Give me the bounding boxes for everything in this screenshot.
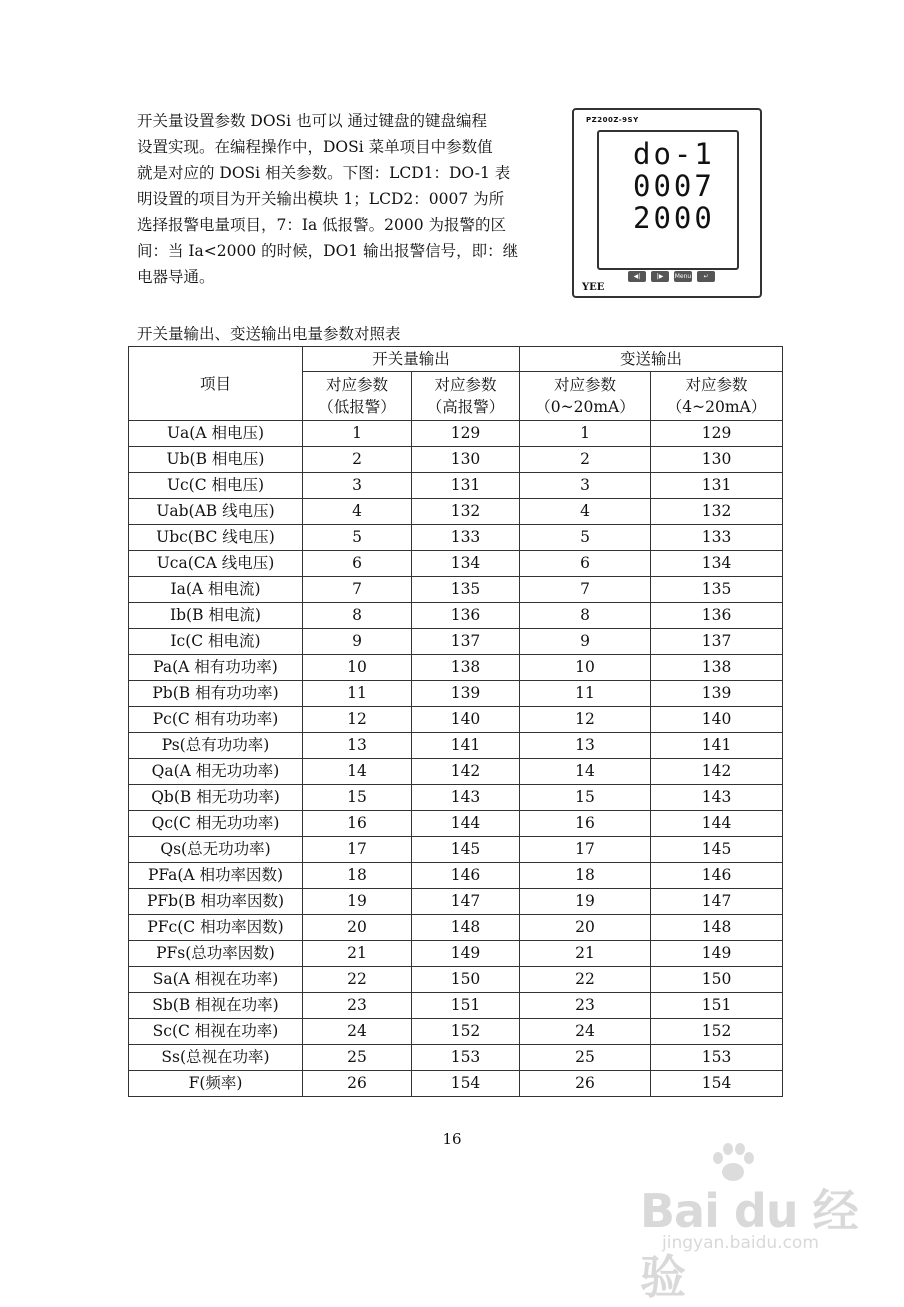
cell-0-20ma: 26	[520, 1071, 651, 1097]
cell-0-20ma: 12	[520, 707, 651, 733]
cell-item: Ib(B 相电流)	[129, 603, 303, 629]
intro-line: 选择报警电量项目，7：Ia 低报警。2000 为报警的区	[137, 216, 507, 234]
cell-0-20ma: 3	[520, 473, 651, 499]
cell-low-alarm: 14	[303, 759, 412, 785]
cell-0-20ma: 10	[520, 655, 651, 681]
cell-item: Qa(A 相无功功率)	[129, 759, 303, 785]
cell-high-alarm: 149	[412, 941, 520, 967]
cell-4-20ma: 136	[651, 603, 783, 629]
cell-4-20ma: 137	[651, 629, 783, 655]
cell-low-alarm: 24	[303, 1019, 412, 1045]
cell-0-20ma: 17	[520, 837, 651, 863]
cell-high-alarm: 137	[412, 629, 520, 655]
cell-4-20ma: 145	[651, 837, 783, 863]
cell-item: Ua(A 相电压)	[129, 421, 303, 447]
cell-4-20ma: 134	[651, 551, 783, 577]
cell-item: Uab(AB 线电压)	[129, 499, 303, 525]
cell-low-alarm: 20	[303, 915, 412, 941]
table-row	[129, 603, 783, 629]
cell-high-alarm: 147	[412, 889, 520, 915]
cell-low-alarm: 21	[303, 941, 412, 967]
cell-low-alarm: 22	[303, 967, 412, 993]
cell-high-alarm: 129	[412, 421, 520, 447]
table-row	[129, 941, 783, 967]
enter-key-icon: ↵	[697, 271, 715, 282]
cell-0-20ma: 21	[520, 941, 651, 967]
cell-item: PFb(B 相功率因数)	[129, 889, 303, 915]
cell-0-20ma: 16	[520, 811, 651, 837]
menu-key: Menu	[674, 273, 692, 280]
cell-high-alarm: 153	[412, 1045, 520, 1071]
table-row	[129, 915, 783, 941]
table-row	[129, 733, 783, 759]
cell-low-alarm: 17	[303, 837, 412, 863]
cell-high-alarm: 134	[412, 551, 520, 577]
cell-4-20ma: 140	[651, 707, 783, 733]
cell-4-20ma: 152	[651, 1019, 783, 1045]
cell-item: Ubc(BC 线电压)	[129, 525, 303, 551]
cell-high-alarm: 144	[412, 811, 520, 837]
cell-item: PFc(C 相功率因数)	[129, 915, 303, 941]
cell-0-20ma: 7	[520, 577, 651, 603]
subheader-high-alarm: 对应参数 （高报警）	[412, 372, 520, 421]
table-row	[129, 1019, 783, 1045]
cell-item: Qs(总无功功率)	[129, 837, 303, 863]
cell-0-20ma: 9	[520, 629, 651, 655]
cell-low-alarm: 11	[303, 681, 412, 707]
cell-low-alarm: 19	[303, 889, 412, 915]
cell-low-alarm: 9	[303, 629, 412, 655]
cell-0-20ma: 5	[520, 525, 651, 551]
cell-high-alarm: 141	[412, 733, 520, 759]
table-row	[129, 993, 783, 1019]
cell-high-alarm: 154	[412, 1071, 520, 1097]
table-row	[129, 421, 783, 447]
cell-4-20ma: 143	[651, 785, 783, 811]
lcd-line-1: do-1	[633, 137, 715, 171]
cell-item: Ub(B 相电压)	[129, 447, 303, 473]
cell-low-alarm: 1	[303, 421, 412, 447]
cell-0-20ma: 13	[520, 733, 651, 759]
table-row	[129, 1045, 783, 1071]
table-row	[129, 681, 783, 707]
cell-0-20ma: 22	[520, 967, 651, 993]
right-key-icon: |▶	[651, 271, 669, 282]
subheader-low-alarm: 对应参数 （低报警）	[303, 372, 412, 421]
cell-4-20ma: 139	[651, 681, 783, 707]
cell-low-alarm: 26	[303, 1071, 412, 1097]
cell-0-20ma: 1	[520, 421, 651, 447]
subheader-0-20ma: 对应参数 （0~20mA）	[520, 372, 651, 421]
cell-0-20ma: 2	[520, 447, 651, 473]
left-key-icon: ◀|	[628, 271, 646, 282]
cell-high-alarm: 131	[412, 473, 520, 499]
cell-low-alarm: 3	[303, 473, 412, 499]
subheader-4-20ma: 对应参数 （4~20mA）	[651, 372, 783, 421]
cell-4-20ma: 138	[651, 655, 783, 681]
cell-low-alarm: 10	[303, 655, 412, 681]
cell-item: Uca(CA 线电压)	[129, 551, 303, 577]
table-row	[129, 707, 783, 733]
cell-item: F(频率)	[129, 1071, 303, 1097]
cell-low-alarm: 2	[303, 447, 412, 473]
cell-high-alarm: 143	[412, 785, 520, 811]
cell-4-20ma: 151	[651, 993, 783, 1019]
cell-4-20ma: 154	[651, 1071, 783, 1097]
cell-item: Pc(C 相有功功率)	[129, 707, 303, 733]
cell-low-alarm: 4	[303, 499, 412, 525]
table-row	[129, 967, 783, 993]
cell-0-20ma: 4	[520, 499, 651, 525]
cell-item: Sa(A 相视在功率)	[129, 967, 303, 993]
cell-high-alarm: 142	[412, 759, 520, 785]
table-row	[129, 785, 783, 811]
cell-4-20ma: 150	[651, 967, 783, 993]
cell-high-alarm: 136	[412, 603, 520, 629]
cell-low-alarm: 13	[303, 733, 412, 759]
cell-item: Ps(总有功功率)	[129, 733, 303, 759]
cell-0-20ma: 8	[520, 603, 651, 629]
meter-device-illustration	[572, 108, 762, 298]
intro-line: 明设置的项目为开关输出模块 1；LCD2：0007 为所	[137, 190, 505, 208]
cell-high-alarm: 151	[412, 993, 520, 1019]
cell-item: Pa(A 相有功功率)	[129, 655, 303, 681]
cell-4-20ma: 153	[651, 1045, 783, 1071]
table-row	[129, 447, 783, 473]
cell-high-alarm: 138	[412, 655, 520, 681]
table-body	[129, 421, 783, 1097]
intro-line: 间：当 Ia<2000 的时候，DO1 输出报警信号，即：继	[137, 242, 519, 260]
table-row	[129, 473, 783, 499]
lcd-line-2: 0007	[633, 169, 715, 203]
cell-item: PFs(总功率因数)	[129, 941, 303, 967]
parameter-table	[128, 346, 783, 1097]
cell-high-alarm: 145	[412, 837, 520, 863]
cell-high-alarm: 133	[412, 525, 520, 551]
table-row	[129, 811, 783, 837]
table-row	[129, 551, 783, 577]
cell-low-alarm: 23	[303, 993, 412, 1019]
cell-4-20ma: 146	[651, 863, 783, 889]
table-row	[129, 655, 783, 681]
cell-0-20ma: 25	[520, 1045, 651, 1071]
cell-item: Pb(B 相有功功率)	[129, 681, 303, 707]
cell-low-alarm: 16	[303, 811, 412, 837]
table-row	[129, 629, 783, 655]
intro-line: 就是对应的 DOSi 相关参数。下图：LCD1：DO-1 表	[137, 164, 511, 182]
cell-low-alarm: 6	[303, 551, 412, 577]
cell-0-20ma: 19	[520, 889, 651, 915]
cell-low-alarm: 5	[303, 525, 412, 551]
cell-4-20ma: 147	[651, 889, 783, 915]
table-row	[129, 759, 783, 785]
cell-0-20ma: 11	[520, 681, 651, 707]
cell-4-20ma: 148	[651, 915, 783, 941]
cell-high-alarm: 132	[412, 499, 520, 525]
intro-paragraph	[137, 108, 562, 290]
cell-0-20ma: 15	[520, 785, 651, 811]
table-row	[129, 577, 783, 603]
intro-line: 设置实现。在编程操作中，DOSi 菜单项目中参数值	[137, 138, 493, 156]
cell-low-alarm: 15	[303, 785, 412, 811]
cell-item: Sc(C 相视在功率)	[129, 1019, 303, 1045]
header-switch-output: 开关量输出	[303, 347, 520, 372]
device-model-label: PZ200Z-9SY	[586, 116, 639, 124]
cell-0-20ma: 6	[520, 551, 651, 577]
cell-low-alarm: 8	[303, 603, 412, 629]
cell-high-alarm: 135	[412, 577, 520, 603]
cell-4-20ma: 130	[651, 447, 783, 473]
watermark-logo: Bai du 经验	[640, 1184, 858, 1304]
cell-high-alarm: 139	[412, 681, 520, 707]
cell-4-20ma: 133	[651, 525, 783, 551]
cell-low-alarm: 25	[303, 1045, 412, 1071]
cell-0-20ma: 23	[520, 993, 651, 1019]
cell-4-20ma: 141	[651, 733, 783, 759]
cell-high-alarm: 150	[412, 967, 520, 993]
table-caption: 开关量输出、变送输出电量参数对照表	[137, 325, 401, 343]
cell-4-20ma: 149	[651, 941, 783, 967]
cell-item: Qb(B 相无功功率)	[129, 785, 303, 811]
header-transmit-output: 变送输出	[520, 347, 783, 372]
cell-high-alarm: 148	[412, 915, 520, 941]
table-row	[129, 499, 783, 525]
table-row	[129, 863, 783, 889]
lcd-line-3: 2000	[633, 201, 715, 235]
cell-low-alarm: 18	[303, 863, 412, 889]
lcd-screen	[597, 130, 739, 270]
intro-line: 电器导通。	[137, 268, 215, 286]
header-item: 项目	[129, 347, 303, 421]
cell-4-20ma: 135	[651, 577, 783, 603]
intro-line: 开关量设置参数 DOSi 也可以 通过键盘的键盘编程	[137, 112, 487, 130]
table-row	[129, 889, 783, 915]
cell-0-20ma: 24	[520, 1019, 651, 1045]
baidu-jingyan-watermark	[640, 1143, 890, 1304]
device-brand-logo: YEE	[582, 282, 605, 293]
cell-4-20ma: 132	[651, 499, 783, 525]
cell-low-alarm: 12	[303, 707, 412, 733]
table-row	[129, 1071, 783, 1097]
cell-0-20ma: 18	[520, 863, 651, 889]
cell-4-20ma: 129	[651, 421, 783, 447]
watermark-url: jingyan.baidu.com	[662, 1233, 819, 1253]
cell-4-20ma: 131	[651, 473, 783, 499]
cell-item: Uc(C 相电压)	[129, 473, 303, 499]
cell-0-20ma: 14	[520, 759, 651, 785]
cell-high-alarm: 146	[412, 863, 520, 889]
cell-high-alarm: 140	[412, 707, 520, 733]
cell-item: Ic(C 相电流)	[129, 629, 303, 655]
cell-4-20ma: 142	[651, 759, 783, 785]
cell-item: Sb(B 相视在功率)	[129, 993, 303, 1019]
cell-high-alarm: 152	[412, 1019, 520, 1045]
cell-item: Ia(A 相电流)	[129, 577, 303, 603]
device-keypad	[628, 271, 715, 282]
table-row	[129, 525, 783, 551]
page-number: 16	[442, 1130, 462, 1148]
cell-item: Qc(C 相无功功率)	[129, 811, 303, 837]
cell-high-alarm: 130	[412, 447, 520, 473]
cell-item: Ss(总视在功率)	[129, 1045, 303, 1071]
cell-item: PFa(A 相功率因数)	[129, 863, 303, 889]
cell-4-20ma: 144	[651, 811, 783, 837]
cell-0-20ma: 20	[520, 915, 651, 941]
cell-low-alarm: 7	[303, 577, 412, 603]
table-row	[129, 837, 783, 863]
